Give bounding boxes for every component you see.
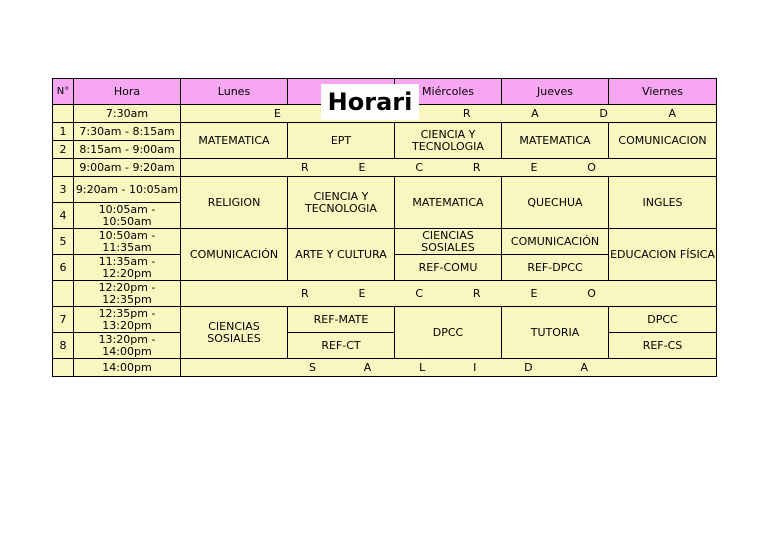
header-hora: Hora xyxy=(74,79,181,105)
class-cell: RELIGION xyxy=(181,177,288,229)
class-cell: COMUNICACION xyxy=(609,123,717,159)
class-cell: REF-DPCC xyxy=(502,255,609,281)
class-cell: REF-MATE xyxy=(288,307,395,333)
entrada-banner xyxy=(181,105,717,123)
table-row xyxy=(53,333,717,359)
class-cell: REF-COMU xyxy=(395,255,502,281)
row-hora: 9:20am - 10:05am xyxy=(74,177,181,203)
row-num xyxy=(53,159,74,177)
class-cell: DPCC xyxy=(395,307,502,359)
banner-letter: D xyxy=(599,106,608,120)
header-lunes: Lunes xyxy=(181,79,288,105)
banner-letter: A xyxy=(668,106,676,120)
class-cell: INGLES xyxy=(609,177,717,229)
header-jueves: Jueves xyxy=(502,79,609,105)
row-hora: 8:15am - 9:00am xyxy=(74,141,181,159)
row-num: 4 xyxy=(53,203,74,229)
table-row xyxy=(53,359,717,377)
banner-letter: L xyxy=(419,360,426,374)
class-cell: REF-CS xyxy=(609,333,717,359)
class-cell: TUTORIA xyxy=(502,307,609,359)
row-hora: 7:30am - 8:15am xyxy=(74,123,181,141)
banner-letter: R xyxy=(472,160,481,174)
banner-letter: A xyxy=(580,360,588,374)
class-cell: QUECHUA xyxy=(502,177,609,229)
row-hora: 12:35pm - 13:20pm xyxy=(74,307,181,333)
row-num: 3 xyxy=(53,177,74,203)
class-cell: EPT xyxy=(288,123,395,159)
header-num: N° xyxy=(53,79,74,105)
class-cell: CIENCIA Y TECNOLOGIA xyxy=(395,123,502,159)
class-cell: ARTE Y CULTURA xyxy=(288,229,395,281)
class-cell: MATEMATICA xyxy=(181,123,288,159)
banner-letter: E xyxy=(358,286,366,300)
page-title: Horari xyxy=(321,84,419,120)
row-num xyxy=(53,359,74,377)
banner-letter: C xyxy=(415,286,424,300)
class-cell: MATEMATICA xyxy=(502,123,609,159)
banner-letter: E xyxy=(358,160,366,174)
row-num xyxy=(53,281,74,307)
banner-letter: R xyxy=(462,106,471,120)
row-hora: 9:00am - 9:20am xyxy=(74,159,181,177)
banner-letter: R xyxy=(301,160,309,174)
banner-letter: E xyxy=(530,286,538,300)
banner-letter: O xyxy=(587,286,596,300)
table-row xyxy=(53,123,717,141)
row-num: 5 xyxy=(53,229,74,255)
class-cell: MATEMATICA xyxy=(395,177,502,229)
row-hora: 10:50am - 11:35am xyxy=(74,229,181,255)
banner-letter: C xyxy=(415,160,424,174)
class-cell: COMUNICACIÓN xyxy=(502,229,609,255)
banner-letter: A xyxy=(363,360,372,374)
class-cell: EDUCACION FÍSICA xyxy=(609,229,717,281)
banner-letter: S xyxy=(309,360,316,374)
row-hora: 14:00pm xyxy=(74,359,181,377)
row-hora: 7:30am xyxy=(74,105,181,123)
class-cell: DPCC xyxy=(609,307,717,333)
row-hora: 11:35am - 12:20pm xyxy=(74,255,181,281)
banner-letter: I xyxy=(473,360,477,374)
salida-banner xyxy=(181,359,717,377)
recreo-banner xyxy=(181,159,717,177)
banner-letter: D xyxy=(524,360,533,374)
row-num: 1 xyxy=(53,123,74,141)
banner-letter: O xyxy=(587,160,596,174)
row-num: 6 xyxy=(53,255,74,281)
class-cell: REF-CT xyxy=(288,333,395,359)
row-hora: 13:20pm - 14:00pm xyxy=(74,333,181,359)
banner-letter: E xyxy=(530,160,538,174)
row-num: 7 xyxy=(53,307,74,333)
row-num: 2 xyxy=(53,141,74,159)
table-row xyxy=(53,307,717,333)
banner-letter: A xyxy=(531,106,539,120)
header-miercoles: Miércoles xyxy=(395,79,502,105)
table-row xyxy=(53,159,717,177)
row-num xyxy=(53,105,74,123)
banner-letter: R xyxy=(472,286,481,300)
header-viernes: Viernes xyxy=(609,79,717,105)
class-cell: CIENCIAS SOSIALES xyxy=(181,307,288,359)
class-cell: CIENCIAS SOSIALES xyxy=(395,229,502,255)
row-hora: 10:05am - 10:50am xyxy=(74,203,181,229)
table-row xyxy=(53,281,717,307)
schedule-table xyxy=(52,78,717,377)
banner-letter: R xyxy=(301,286,309,300)
table-row xyxy=(53,177,717,203)
row-hora: 12:20pm - 12:35pm xyxy=(74,281,181,307)
banner-letter: E xyxy=(274,106,281,120)
row-num: 8 xyxy=(53,333,74,359)
table-row xyxy=(53,229,717,255)
class-cell: CIENCIA Y TECNOLOGIA xyxy=(288,177,395,229)
recreo-banner xyxy=(181,281,717,307)
class-cell: COMUNICACIÓN xyxy=(181,229,288,281)
